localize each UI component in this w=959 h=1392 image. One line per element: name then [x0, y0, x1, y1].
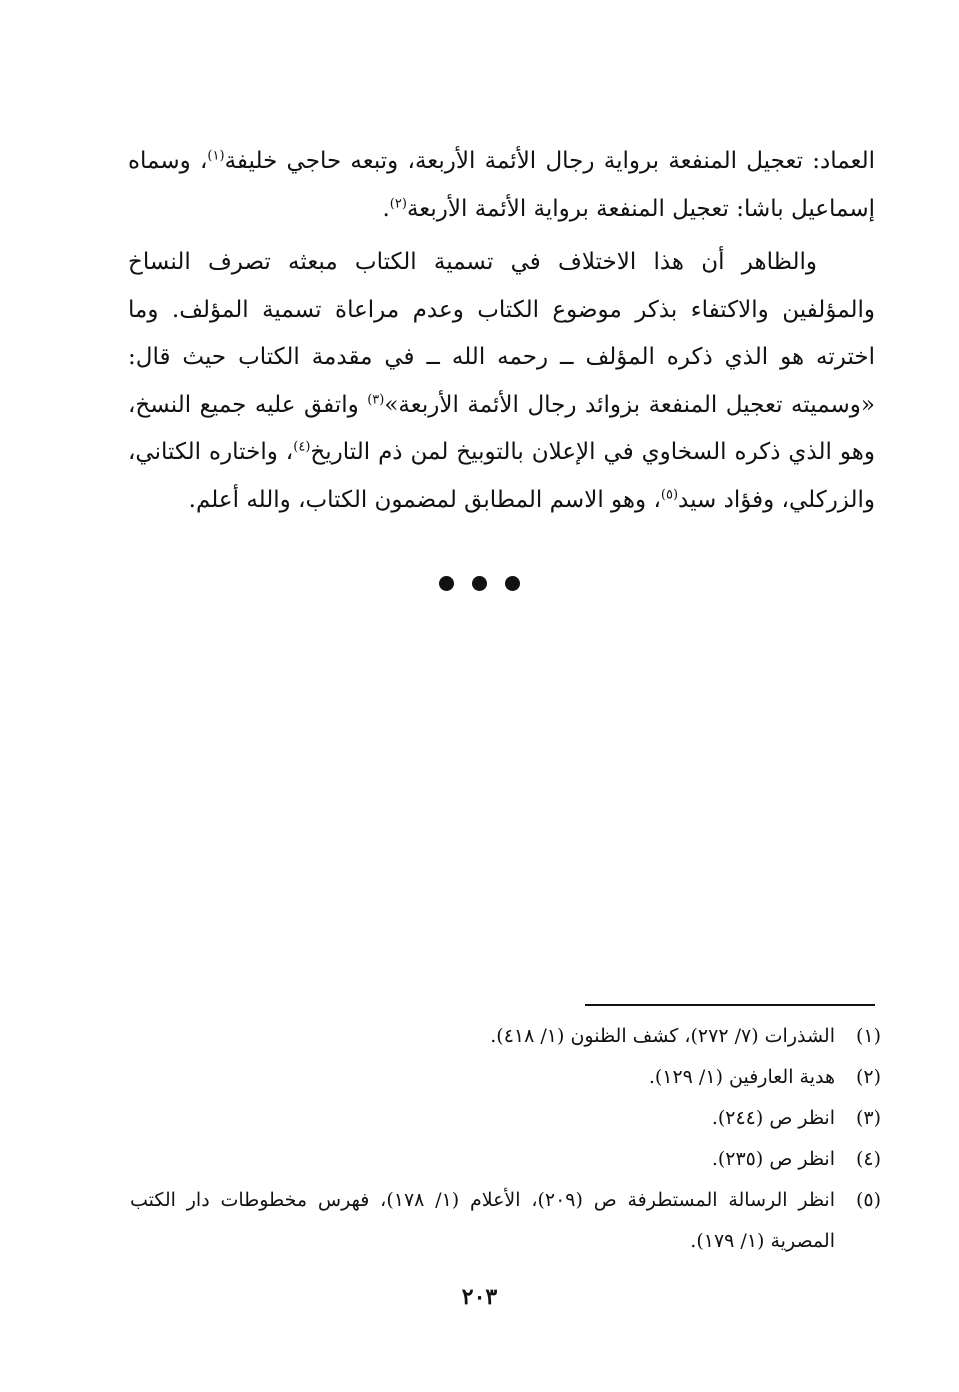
footnote-ref-4: (٤) [293, 439, 311, 455]
page-number: ٢٠٣ [461, 1284, 498, 1310]
footnote-item [130, 1180, 881, 1262]
footnote-text: انظر ص (٢٤٤). [711, 1107, 835, 1129]
footnote-text: انظر ص (٢٣٥). [711, 1148, 835, 1170]
footnote-ref-1: (١) [207, 148, 225, 164]
footnote-number: (٢) [855, 1066, 881, 1088]
footnote-number: (٣) [855, 1107, 881, 1129]
footnote-number: (٤) [855, 1148, 881, 1170]
paragraph-2 [128, 239, 875, 524]
footnote-divider [585, 1004, 875, 1006]
footnote-text: هدية العارفين (١/ ١٢٩). [648, 1066, 835, 1088]
footnote-ref-2: (٢) [389, 195, 407, 211]
section-separator [0, 576, 959, 595]
footnote-item [130, 1057, 881, 1098]
paragraph-2-text-2: واتفق عليه جميع النسخ، وهو الذي ذكره السخاوي في الإعلان بالتوبيخ لمن ذم التاريخ [128, 391, 875, 465]
footnote-text: انظر الرسالة المستطرفة ص (٢٠٩)، الأعلام (١/ ١٧٨)، فهرس مخطوطات دار الكتب المصرية (١/ ١٧٩). [130, 1189, 835, 1252]
paragraph-1-text-3: . [382, 195, 390, 222]
footnote-item [130, 1098, 881, 1139]
footnote-number: (١) [855, 1025, 881, 1047]
paragraph-1-text-2: ، وسماه إسماعيل باشا: تعجيل المنفعة برواية الأئمة الأربعة [128, 148, 875, 222]
paragraph-1 [128, 138, 875, 233]
footnote-ref-3: (٣) [367, 391, 385, 407]
footnote-number: (٥) [855, 1189, 881, 1211]
separator-dot [472, 576, 487, 591]
separator-dot [439, 576, 454, 591]
paragraph-2-text-1: والظاهر أن هذا الاختلاف في تسمية الكتاب مبعثه تصرف النساخ والمؤلفين والاكتفاء بذكر موضوع الكتاب وعدم مراعاة تسمية المؤلف. وما اخترته هو الذي ذكره المؤلف ــ رحمه الله ــ في مقدمة الكتاب حيث قال: «وسميته تعجيل المنفعة بزوائد رجال الأئمة الأربعة» [128, 249, 875, 418]
paragraph-1-text-1: العماد: تعجيل المنفعة برواية رجال الأئمة الأربعة، وتبعه حاجي خليفة [224, 148, 876, 174]
footnote-text: الشذرات (٧/ ٢٧٢)، كشف الظنون (١/ ٤١٨). [490, 1025, 835, 1047]
footnote-item [130, 1139, 881, 1180]
paragraph-2-text-3: ، واختاره الكتاني، والزركلي، وفؤاد سيد [128, 439, 875, 513]
footnote-ref-5: (٥) [660, 486, 679, 502]
footnotes [130, 1016, 881, 1262]
footnote-item [130, 1016, 881, 1057]
paragraph-2-text-4: ، وهو الاسم المطابق لمضمون الكتاب، والله أعلم. [188, 486, 661, 513]
main-text [128, 138, 875, 524]
separator-dot [505, 576, 520, 591]
